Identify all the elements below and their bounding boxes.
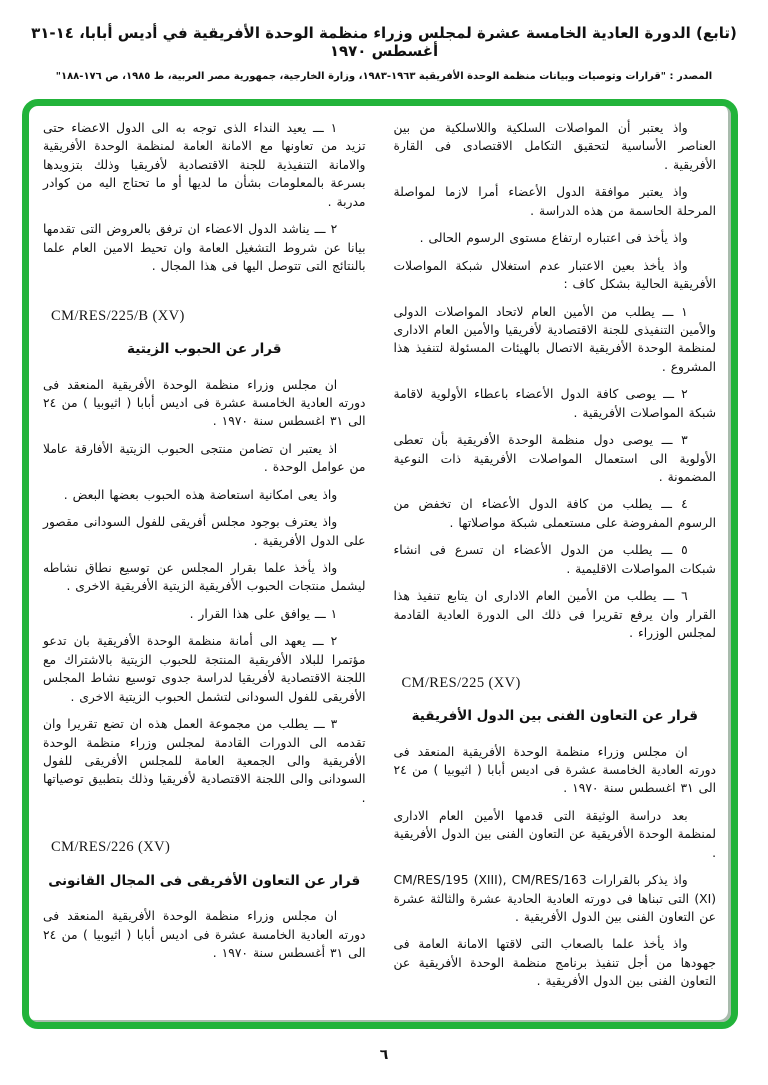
paragraph: اذ يعتبر ان تضامن منتجى الحبوب الزيتية الأفارقة عاملا من عوامل الوحدة . <box>43 441 366 475</box>
page-number: ٦ <box>379 1047 389 1063</box>
numbered-clause: ٣ ـــ يوصى دول منظمة الوحدة الأفريقية بأن تعطى الأولوية الى استعمال المواصلات الأفريقية ذات النوعية المضمونة . <box>393 433 716 484</box>
numbered-clause: ٦ ـــ يطلب من الأمين العام الادارى ان يتابع تنفيذ هذا القرار وان يرفع تقريرا فى ذلك الى الدورة العادية القادمة لمجلس الوزراء . <box>393 589 716 641</box>
numbered-clause: ١ ـــ يعيد النداء الذى توجه به الى الدول الاعضاء حتى تزيد من تعاونها مع الامانة العامة لمنظمة الوحدة الأفريقية والامانة التنفيذية للجنة الاقتصادية لأفريقيا وذلك بتزويدها بسرعة بالمعلومات بشأن ما لديها أو ما تحتاج اليه من كوادر مدربة . <box>43 121 366 209</box>
numbered-clause: ٤ ـــ يطلب من كافة الدول الأعضاء ان تخفض من الرسوم المفروضة على مستعملى شبكة مواصلاتها . <box>393 497 716 530</box>
numbered-clause: ٢ ـــ يعهد الى أمانة منظمة الوحدة الأفريقية بان تدعو مؤتمرا للبلاد الأفريقية المنتجة للحبوب الزيتية بالاشتراك مع اللجنة الاقتصادية لأفريقيا لدراسة جدوى توسيع نشاط المجلس الأفريقى للفول السودانى لتشمل الحبوب الزيتية الاخرى . <box>43 634 366 704</box>
two-column-layout <box>29 106 731 1022</box>
resolution-code: CM/RES/226 (XV) <box>51 839 171 856</box>
resolution-code: CM/RES/225/B (XV) <box>51 307 185 324</box>
numbered-clause: ١ ـــ يوافق على هذا القرار . <box>189 606 338 621</box>
page-header <box>0 24 768 82</box>
paragraph: واذ يأخذ فى اعتباره ارتفاع مستوى الرسوم الحالى . <box>419 231 688 246</box>
resolution-title: قرار عن التعاون الأفريقى فى المجال القانونى <box>48 873 361 889</box>
numbered-clause: ٥ ـــ يطلب من الدول الأعضاء ان تسرع فى انشاء شبكات المواصلات الاقليمية . <box>393 543 716 576</box>
paragraph: ان مجلس وزراء منظمة الوحدة الأفريقية المنعقد فى دورته العادية الخامسة عشرة فى اديس أبابا ( اثيوبيا ) من ٢٤ الى ٣١ أغسطس سنة ١٩٧٠ . <box>43 909 366 961</box>
numbered-clause: ٣ ـــ يطلب من مجموعة العمل هذه ان تضع تقريرا وان تقدمه الى الدورات القادمة لمجلس وزراء منظمة الوحدة الأفريقية والى الجمعية العامة للمجلس الأفريقى للفول السودانى والى اللجنة الاقتصادية لأفريقيا وذلك بتطبيق توصياتها . <box>43 717 366 805</box>
column-left <box>43 119 366 1014</box>
resolution-title: قرار عن التعاون الفنى بين الدول الأفريقية <box>411 708 698 725</box>
content-frame <box>22 99 738 1029</box>
resolution-code: CM/RES/225 (XV) <box>401 674 521 691</box>
paragraph: ان مجلس وزراء منظمة الوحدة الأفريقية المنعقد فى دورته العادية الخامسة عشرة فى اديس أبابا ( اثيوبيا ) من ٢٤ الى ٣١ اغسطس سنة ١٩٧٠ . <box>393 744 716 796</box>
numbered-clause: ٢ ـــ يوصى كافة الدول الأعضاء باعطاء الأولوية لاقامة شبكة المواصلات الأفريقية . <box>393 387 716 420</box>
numbered-clause: ١ ـــ يطلب من الأمين العام لاتحاد المواصلات الدولى والأمين التنفيذى للجنة الاقتصادية لأفريقيا والأمين العام الادارى لمنظمة الوحدة الأفريقية الاتصال بالهيئات المسئولة لتنفيذ هذا المشروع . <box>393 304 716 374</box>
paragraph: واذ يعترف بوجود مجلس أفريقى للفول السودانى مقصور على الدول الأفريقية . <box>43 515 366 548</box>
numbered-clause: ٢ ـــ يناشد الدول الاعضاء ان ترفق بالعروض التى تقدمها بيانا عن شروط التشغيل العامة وان تحيط الامين العام علما بالنتائج التى تتوصل اليها فى هذا المجال . <box>43 222 366 274</box>
paragraph: واذ يأخذ بعين الاعتبار عدم استغلال شبكة المواصلات الأفريقية الحالية بشكل كاف : <box>393 258 716 292</box>
paragraph: واذ يعى امكانية استعاضة هذه الحبوب بعضها البعض . <box>63 487 338 502</box>
source-citation: المصدر : "قرارات وتوصيات وبيانات منظمة الوحدة الأفريقية ١٩٦٣-١٩٨٣، وزارة الخارجية، جمهورية مصر العربية، ط ١٩٨٥، ص ١٧٦-١٨٨" <box>55 71 713 82</box>
paragraph: واذ يذكر بالقرارات CM/RES/195 (XIII), CM/RES/163 (XI) التى تبناها فى دورته العادية الحادية عشرة والثالثة عشرة عن التعاون الفنى بين الدول الأفريقية . <box>393 873 716 924</box>
paragraph: ان مجلس وزراء منظمة الوحدة الأفريقية المنعقد فى دورته العادية الخامسة عشرة فى اديس أبابا ( اثيوبيا ) من ٢٤ الى ٣١ اغسطس سنة ١٩٧٠ . <box>43 377 366 429</box>
resolution-title: قرار عن الحبوب الزيتية <box>127 341 282 358</box>
paragraph: بعد دراسة الوثيقة التى قدمها الأمين العام الادارى لمنظمة الوحدة الأفريقية عن التعاون الفنى بين الدول الأفريقية . <box>393 808 716 860</box>
paragraph: واذ يعتبر موافقة الدول الأعضاء أمرا لازما لمواصلة المرحلة الحاسمة من هذه الدراسة . <box>393 185 716 218</box>
session-title: (تابع) الدورة العادية الخامسة عشرة لمجلس وزراء منظمة الوحدة الأفريقية في أديس أبابا، ١٤-٣١ أغسطس ١٩٧٠ <box>31 24 737 60</box>
paragraph: واذ يعتبر أن المواصلات السلكية واللاسلكية من بين العناصر الأساسية لتحقيق التكامل الاقتصادى فى القارة الأفريقية . <box>393 121 716 172</box>
column-right <box>394 119 717 1014</box>
paragraph: واذ يأخذ علما بقرار المجلس عن توسيع نطاق نشاطه ليشمل منتجات الحبوب الأفريقية الزيتية الأفريقية الاخرى . <box>43 561 366 594</box>
paragraph: واذ يأخذ علما بالصعاب التى لاقتها الامانة العامة فى جهودها من أجل تنفيذ برنامج منظمة الوحدة الأفريقية عن التعاون الفنى بين الدول الأفريقية . <box>393 937 716 989</box>
